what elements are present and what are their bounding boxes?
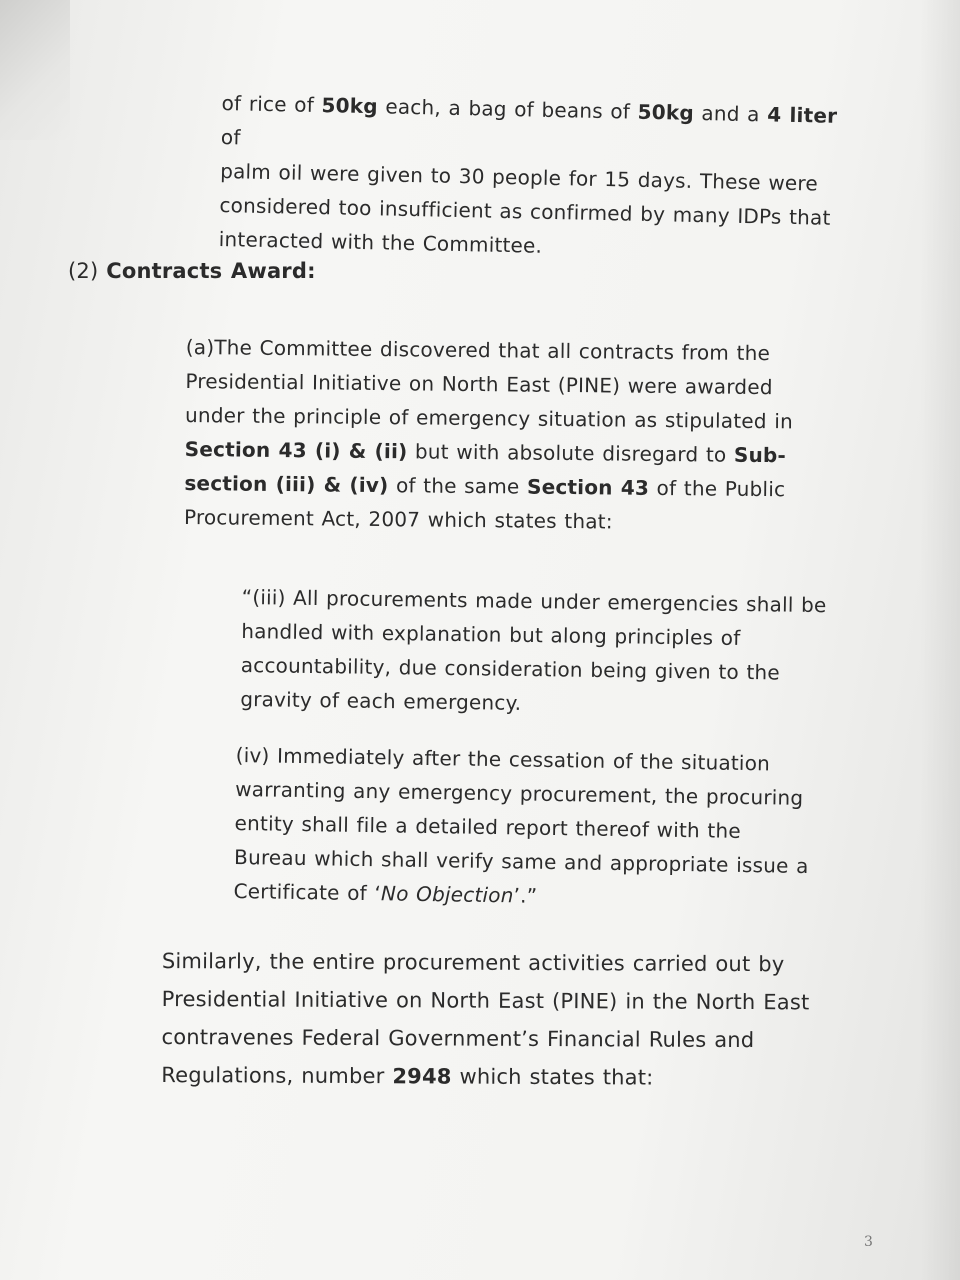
text-run: Regulations, number [161,1062,393,1089]
bold-run: Section 43 [526,474,650,500]
text-line: Presidential Initiative on North East (PINE) were awarded [185,368,773,400]
text-line: Similarly, the entire procurement activities carried out by [161,948,785,977]
bold-run: 50kg [321,93,379,119]
underlying-page-corner [0,0,70,140]
text-line: (iv) Immediately after the cessation of the situation [235,742,771,776]
text-line: gravity of each emergency. [240,686,522,715]
text-run: of [220,124,241,150]
text-run: each, a bag of beans of [377,94,638,124]
text-run: of the same [388,473,528,499]
bold-run: 50kg [637,99,695,125]
bold-run: Sub- [733,442,787,468]
page-shadow [920,0,960,1280]
text-line: accountability, due consideration being given to the [240,652,781,685]
text-line: warranting any emergency procurement, the procuring [235,776,804,810]
text-line [161,1056,871,1098]
section-title: Contracts Award: [106,259,316,283]
italic-run: No Objection [380,881,514,908]
paragraph-similarly [161,942,872,1098]
text-line: Procurement Act, 2007 which states that: [183,504,613,534]
text-run: ’.” [513,883,538,908]
text-line: contravenes Federal Government’s Financial Rules and [161,1024,755,1053]
bold-run: 2948 [392,1064,452,1089]
text-run: of the Public [648,475,786,502]
section-number: (2) [68,259,107,283]
text-line: Presidential Initiative on North East (PINE) in the North East [161,986,810,1015]
text-line: entity shall file a detailed report thereof with the [234,810,742,843]
text-run: Certificate of ‘ [233,878,382,906]
bold-run: section (iii) & (iv) [184,470,389,498]
bold-run: Section 43 (i) & (ii) [184,436,408,464]
text-line: “(iii) All procurements made under emergencies shall be [241,584,827,618]
text-run: but with absolute disregard to [407,439,735,467]
text-line: palm oil were given to 30 people for 15 days. These were [219,158,819,196]
text-line [221,86,850,167]
text-line: handled with explanation but along principles of [241,618,741,650]
paragraph-food-supply [218,86,849,269]
text-line: under the principle of emergency situation as stipulated in [184,402,794,434]
paragraph-contracts-finding [184,330,858,541]
text-line: (a)The Committee discovered that all contracts from the [185,334,771,366]
section-heading [68,254,468,288]
quote-subsection-iv [233,738,868,918]
text-line: considered too insufficient as confirmed by many IDPs that [219,192,831,230]
text-line: interacted with the Committee. [218,226,543,258]
page-number: 3 [864,1234,873,1250]
text-run: of rice of [221,90,322,118]
text-run: which states that: [451,1064,654,1090]
quote-subsection-iii [240,580,864,725]
bold-run: 4 liter [766,102,838,128]
text-run: and a [693,100,768,127]
text-line: Bureau which shall verify same and appropriate issue a [233,844,809,879]
